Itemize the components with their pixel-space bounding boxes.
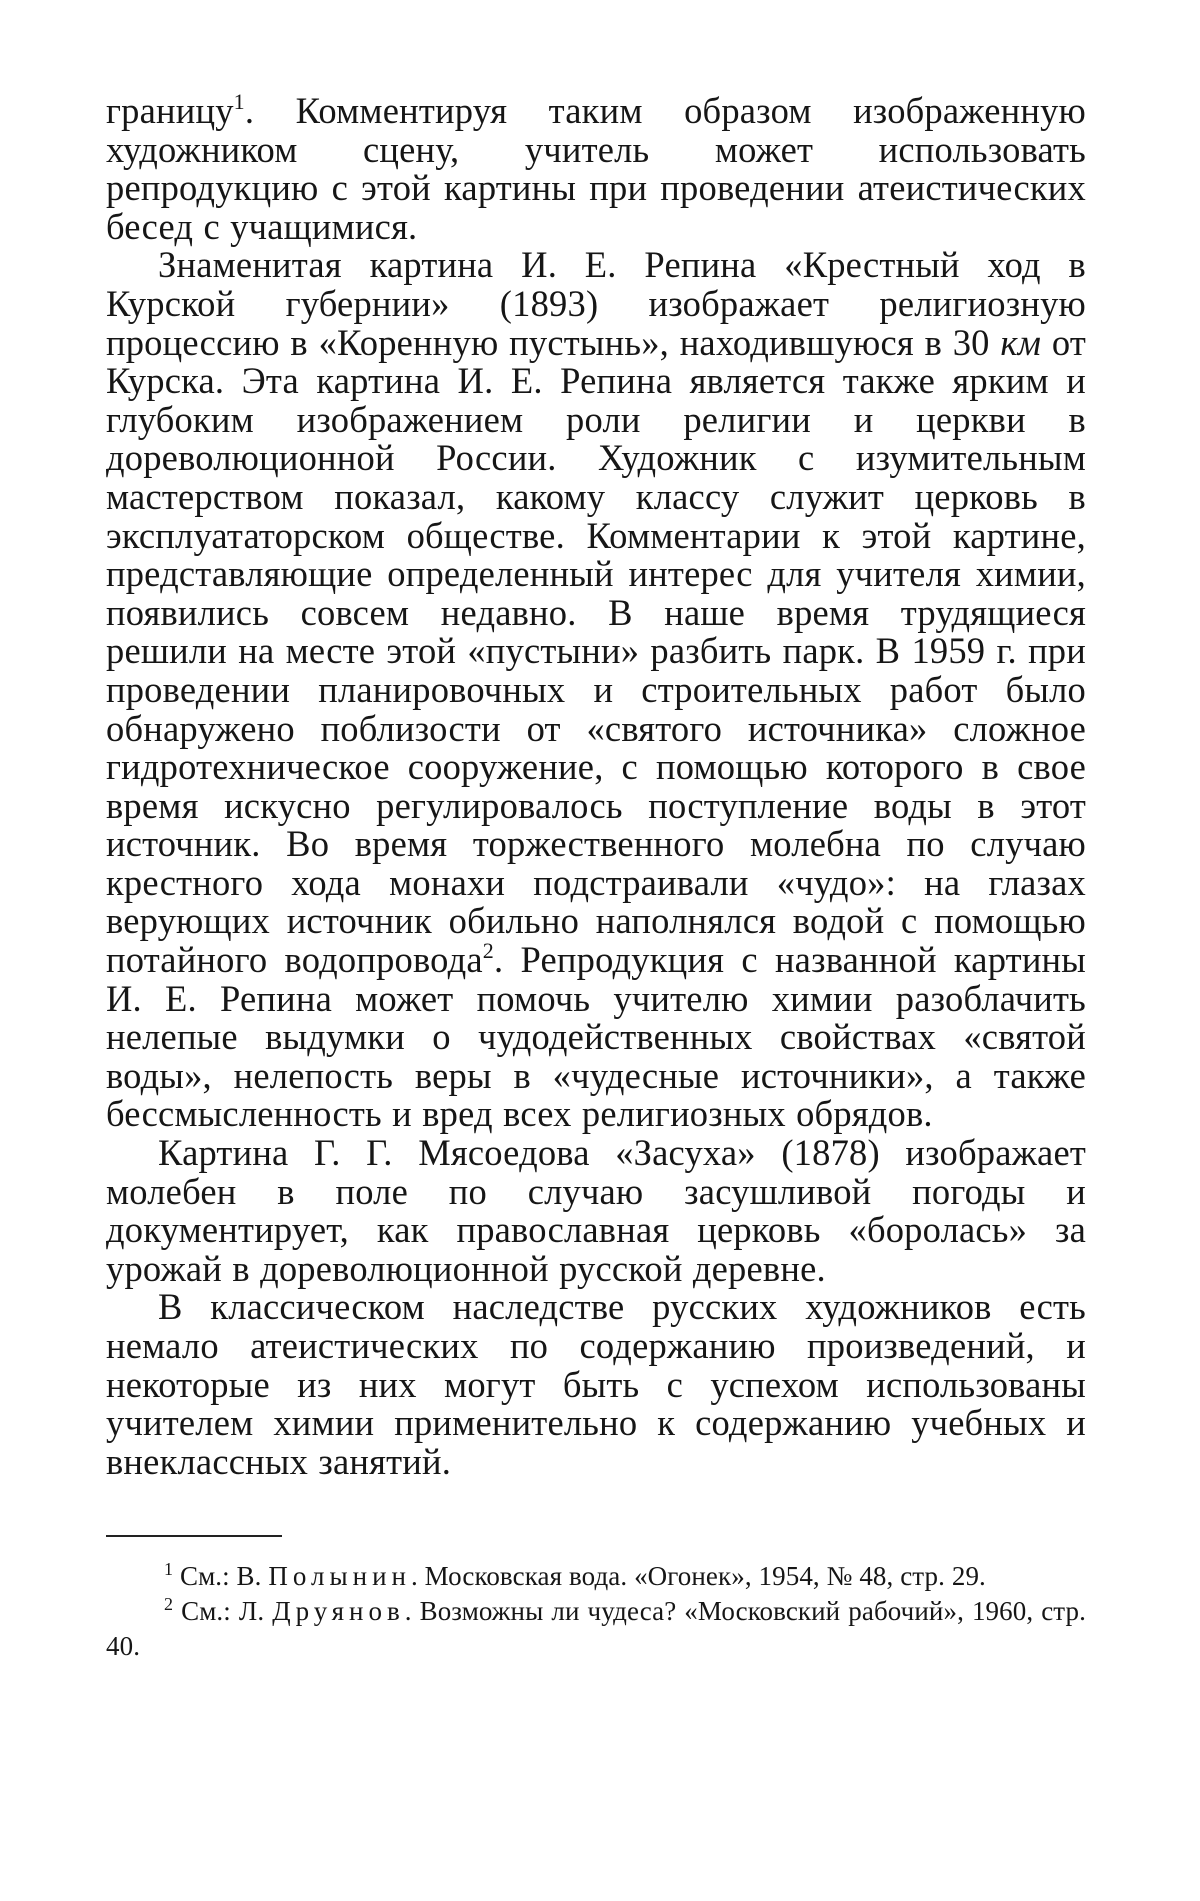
paragraph-2 [106,246,1086,1134]
footnote-2 [106,1594,1086,1664]
paragraph-2-text-start: Знаменитая картина И. Е. Репина «Крестный ход в Курской губернии» (1893) изображает религиозную процессию в «Коренную пустынь», находившуюся в 30 [106,244,1086,363]
footnote-2-citation: . Возможны ли чудеса? «Московский рабочий», 1960, стр. 40. [106,1596,1086,1662]
footnote-1 [106,1559,1086,1594]
paragraph-2-text-middle: от Курска. Эта картина И. Е. Репина является также ярким и глубоким изображением роли религии и церкви в дореволюционной России. Художник с изумительным мастерством показал, какому классу служит церковь в эксплуататорском обществе. Комментарии к этой картине, представляющие определенный интерес для учителя химии, появились совсем недавно. В наше время трудящиеся решили на месте этой «пустыни» разбить парк. В 1959 г. при проведении планировочных и строительных работ было обнаружено поблизости от «святого источника» сложное гидротехническое сооружение, с помощью которого в свое время искусно регулировалось поступление воды в этот источник. Во время торжественного молебна по случаю крестного хода монахи подстраивали «чудо»: на глазах верующих источник обильно наполнялся водой с помощью потайного водопровода [106,321,1086,981]
footnote-1-prefix: См.: В. [173,1561,269,1592]
paragraph-2-unit-km: км [1000,321,1042,363]
paragraph-1-text-start: границу [106,90,234,131]
book-page [106,89,1087,1664]
paragraph-2-text-end: . Репродукция с названной картины И. Е. Репина может помочь учителю химии разоблачить нелепые выдумки о чудодейственных свойствах «святой воды», нелепость веры в «чудесные источники», а также бессмысленность и вред всех религиозных обрядов. [106,939,1087,1135]
footnote-1-author: Полынин [268,1561,411,1592]
footnotes [106,1559,1086,1664]
paragraph-1-text-end: . Комментируя таким образом изображенную художником сцену, учитель может использовать репродукцию с этой картины при проведении атеистических бесед с учащимися. [106,90,1086,247]
footnote-ref-2[interactable]: 2 [482,938,494,964]
footnote-divider [106,1535,282,1537]
footnote-1-citation: . Московская вода. «Огонек», 1954, № 48, стр. 29. [410,1561,986,1592]
footnote-mark-2: 2 [164,1594,174,1615]
footnote-ref-1[interactable]: 1 [233,89,245,114]
paragraph-3: Картина Г. Г. Мясоедова «Засуха» (1878) изображает молебен в поле по случаю засушливой погоды и документирует, как православная церковь «боролась» за урожай в дореволюционной русской деревне. [106,1132,1086,1289]
footnote-mark-1: 1 [164,1559,174,1580]
paragraph-1 [106,89,1086,247]
paragraph-4: В классическом наследстве русских художников есть немало атеистических по содержанию произведений, и некоторые из них могут быть с успехом использованы учителем химии применительно к содержанию учебных и внеклассных занятий. [106,1286,1086,1482]
footnote-2-author: Друянов [272,1596,405,1627]
footnote-2-prefix: См.: Л. [173,1596,273,1627]
